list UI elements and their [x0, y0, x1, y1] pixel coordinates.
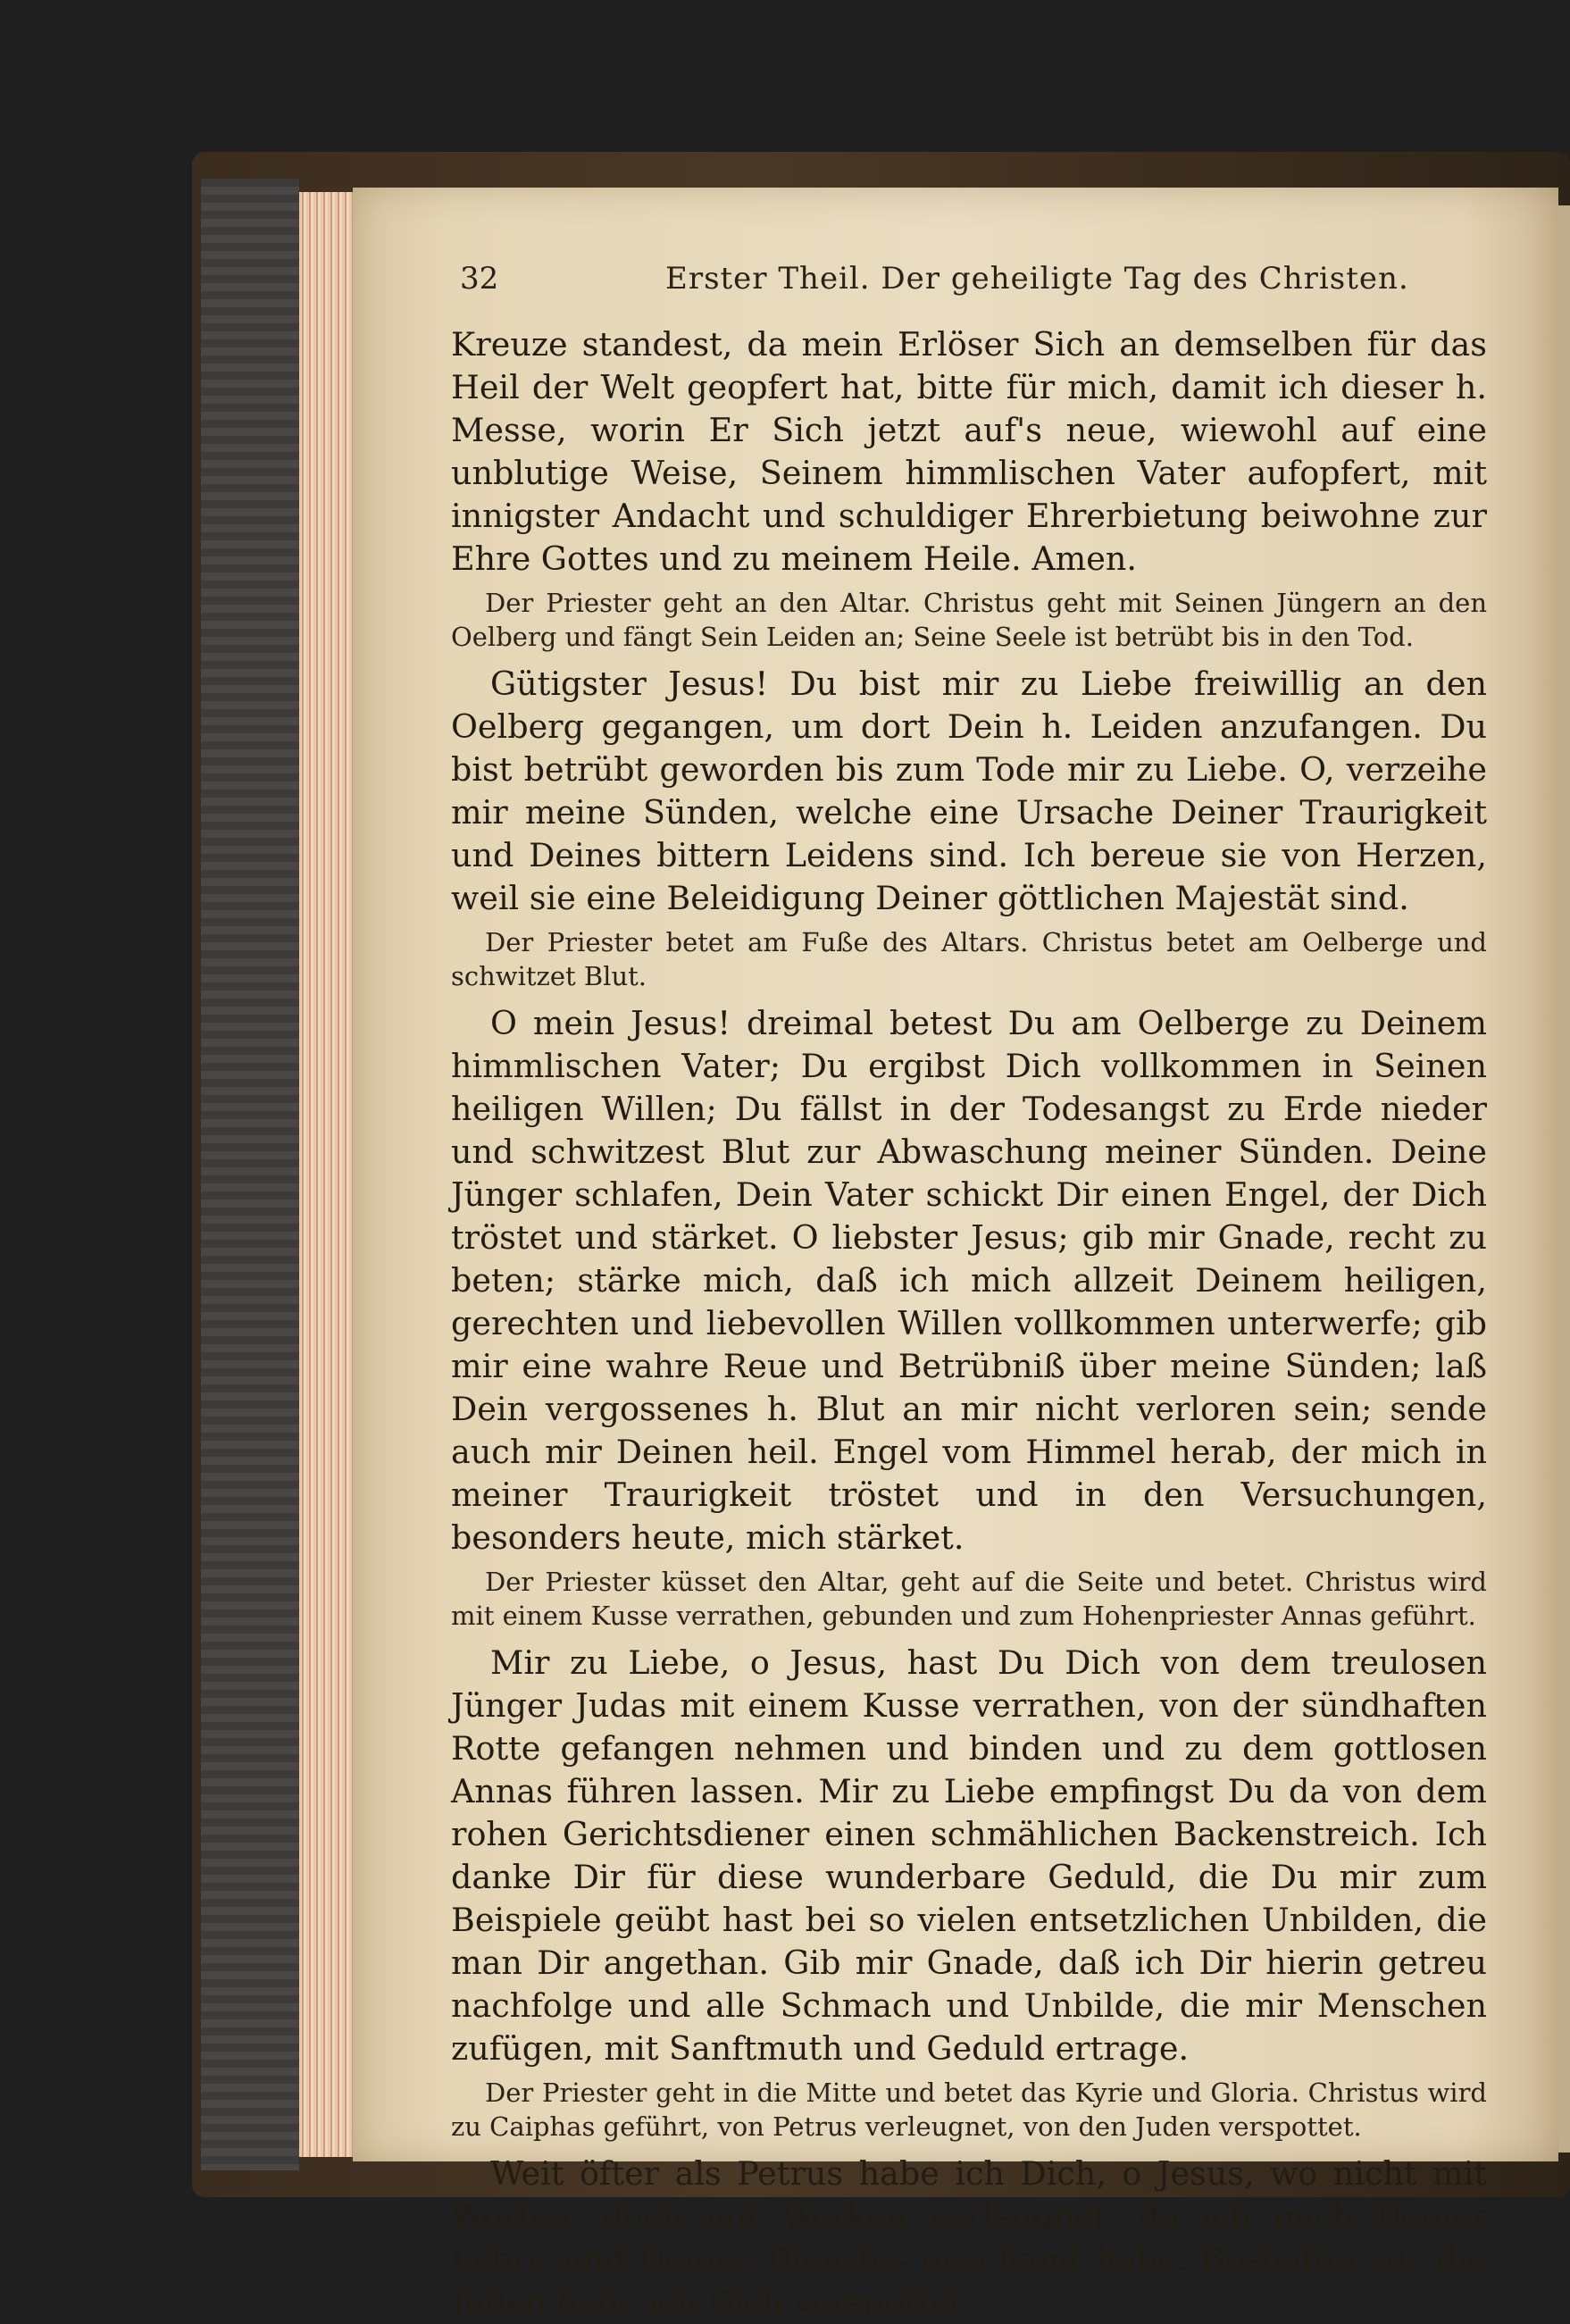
prayer-paragraph: Kreuze standest, da mein Erlöser Sich an demselben für das Heil der Welt geopfert hat, bitte für mich, damit ich dieser h. Messe, worin Er Sich jetzt auf's neue, wiewohl auf eine unblutige Weise, Seinem himmlischen Vater aufopfert, mit innigster Andacht und schuldiger Ehrerbietung beiwohne zur Ehre Gottes und zu meinem Heile. Amen.: [451, 325, 1487, 578]
running-head: Erster Theil. Der geheiligte Tag des Christen.: [665, 261, 1409, 297]
rubric-instruction: Der Priester betet am Fuße des Altars. Christus betet am Oelberge und schwitzet Blut.: [451, 927, 1487, 991]
rubric-instruction: Der Priester geht an den Altar. Christus geht mit Seinen Jüngern an den Oelberg und fängt Sein Leiden an; Seine Seele ist betrübt bis in den Tod.: [451, 588, 1487, 652]
page-header: [460, 261, 1514, 305]
prayer-paragraph: Mir zu Liebe, o Jesus, hast Du Dich von dem treulosen Jünger Judas mit einem Kusse verrathen, von der sündhaften Rotte gefangen nehmen und binden und zu dem gottlosen Annas führen lassen. Mir zu Liebe empfingst Du da von dem rohen Gerichtsdiener einen schmählichen Backenstreich. Ich danke Dir für diese wunderbare Geduld, die Du mir zum Beispiele geübt hast bei so vielen entsetzlichen Unbilden, die man Dir angethan. Gib mir Gnade, daß ich Dir hierin getreu nachfolge und alle Schmach und Unbilde, die mir Menschen zufügen, mit Sanftmuth und Geduld ertrage.: [451, 1643, 1487, 2068]
book-spine: [201, 179, 299, 2170]
prayer-paragraph: Gütigster Jesus! Du bist mir zu Liebe freiwillig an den Oelberg gegangen, um dort Dein h. Leiden anzufangen. Du bist betrübt geworden bis zum Tode mir zu Liebe. O, verzeihe mir meine Sünden, welche eine Ursache Deiner Traurigkeit und Deines bittern Leidens sind. Ich bereue sie von Herzen, weil sie eine Beleidigung Deiner göttlichen Majestät sind.: [451, 665, 1487, 917]
page-body: [451, 323, 1487, 2324]
prayer-paragraph: O mein Jesus! dreimal betest Du am Oelberge zu Deinem himmlischen Vater; Du ergibst Dich vollkommen in Seinen heiligen Willen; Du fällst in der Todesangst zu Erde nieder und schwitzest Blut zur Abwaschung meiner Sünden. Deine Jünger schlafen, Dein Vater schickt Dir einen Engel, der Dich tröstet und stärket. O liebster Jesus; gib mir Gnade, recht zu beten; stärke mich, daß ich mich allzeit Deinem heiligen, gerechten und liebevollen Willen vollkommen unterwerfe; gib mir eine wahre Reue und Betrübniß über meine Sünden; laß Dein vergossenes h. Blut an mir nicht verloren sein; sende auch mir Deinen heil. Engel vom Himmel herab, der mich in meiner Traurigkeit tröstet und in den Versuchungen, besonders heute, mich stärket.: [451, 1004, 1487, 1557]
rubric-instruction: Der Priester geht in die Mitte und betet das Kyrie und Gloria. Christus wird zu Caiphas geführt, von Petrus verleugnet, von den Juden verspottet.: [451, 2077, 1487, 2142]
rubric-instruction: Der Priester küsset den Altar, geht auf die Seite und betet. Christus wird mit einem Kusse verrathen, gebunden und zum Hohenpriester Annas geführt.: [451, 1567, 1487, 1631]
page-number: 32: [460, 261, 499, 297]
prayer-paragraph: Weit öfter als Petrus habe ich Dich, o Jesus, wo nicht mit Worten, doch mit Werken verleugnet, da ich mich Deiner Lehre und Deines Dienstes geschämt habe. Boshafter als die Juden habe ich Dich verspottet: [451, 2154, 1487, 2321]
